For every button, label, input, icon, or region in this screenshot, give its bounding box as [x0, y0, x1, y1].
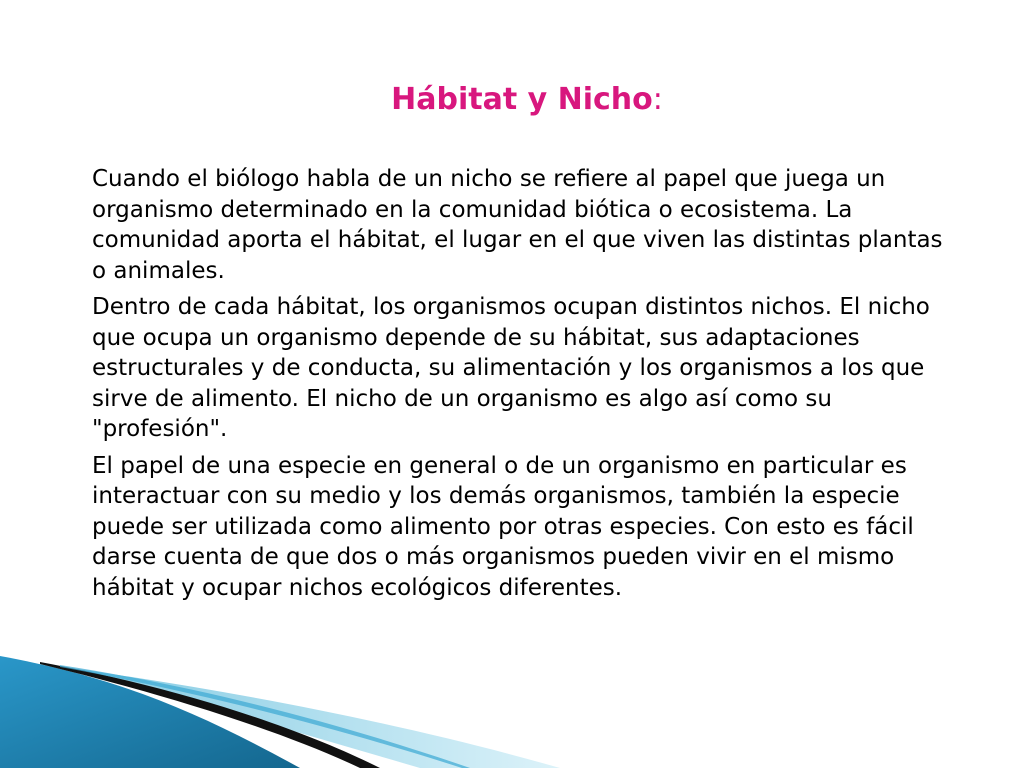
- slide-title-colon: :: [652, 82, 663, 117]
- slide-title: [0, 80, 1024, 120]
- slide-body: [92, 164, 962, 609]
- slide-title-text: Hábitat y Nicho: [391, 82, 653, 117]
- paragraph-3: El papel de una especie en general o de un organismo en particular es interactuar con su medio y los demás organismos, también la especie puede ser utilizada como alimento por otras especies. Con esto es fácil darse cuenta de que dos o más organismos pueden vivir en el mismo hábitat y ocupar nichos ecológicos diferentes.: [92, 452, 914, 601]
- paragraph-2: Dentro de cada hábitat, los organismos ocupan distintos nichos. El nicho que ocupa un organismo depende de su hábitat, sus adaptaciones estructurales y de conducta, su alimentación y los organismos a los que sirve de alimento. El nicho de un organismo es algo así como su "profesión".: [92, 294, 930, 442]
- paragraph-1: Cuando el biólogo habla de un nicho se refiere al papel que juega un organismo determinado en la comunidad biótica o ecosistema. La comunidad aporta el hábitat, el lugar en el que viven las distintas plantas o animales.: [92, 166, 943, 284]
- decorative-wave: [0, 638, 1024, 768]
